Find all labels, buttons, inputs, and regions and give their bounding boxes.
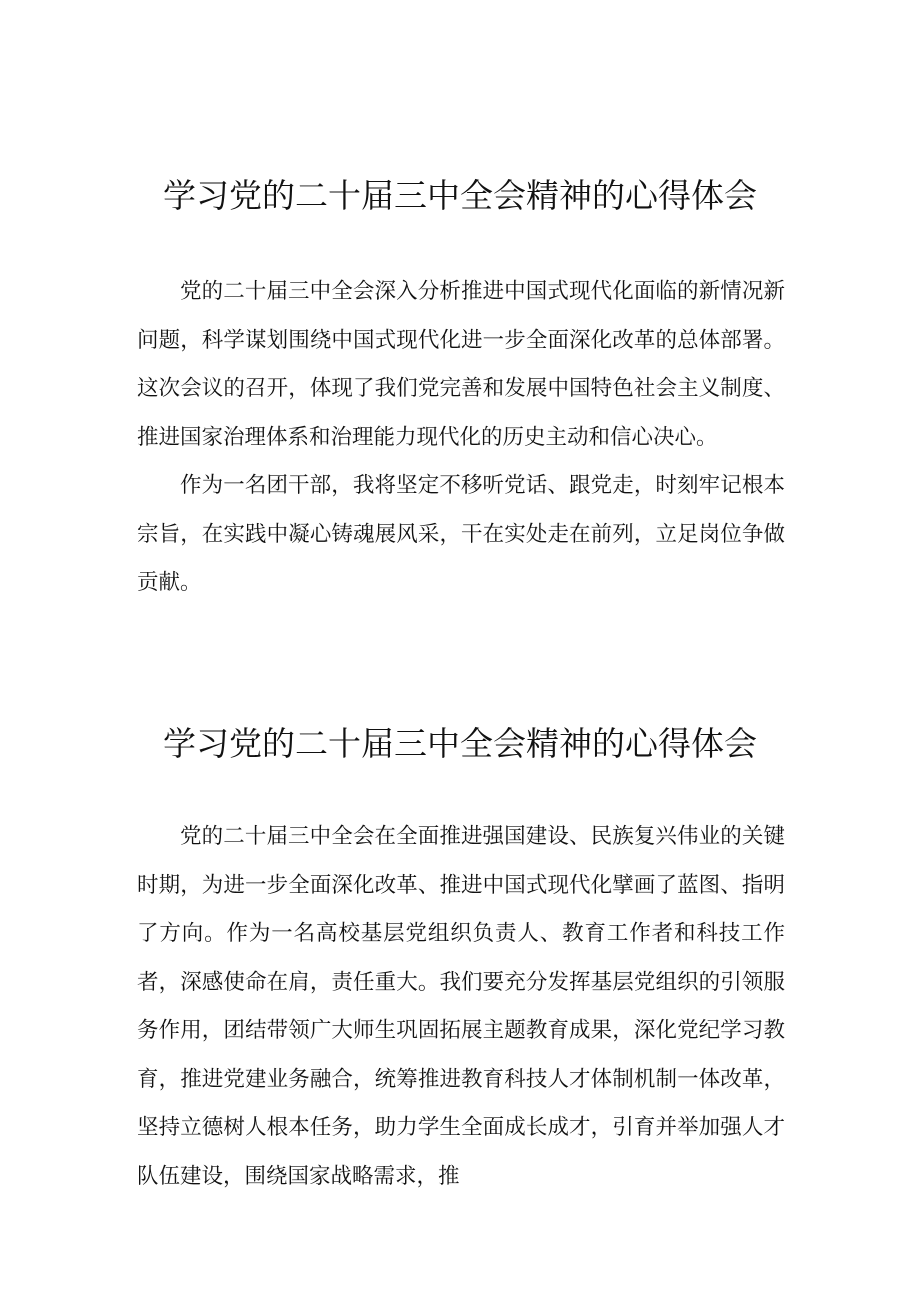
- article-2-paragraph-1: 党的二十届三中全会在全面推进强国建设、民族复兴伟业的关键时期，为进一步全面深化改革、推进中国式现代化擘画了蓝图、指明了方向。作为一名高校基层党组织负责人、教育工作者和科技工作者，深感使命在肩，责任重大。我们要充分发挥基层党组织的引领服务作用，团结带领广大师生巩固拓展主题教育成果，深化党纪学习教育，推进党建业务融合，统筹推进教育科技人才体制机制一体改革，坚持立德树人根本任务，助力学生全面成长成才，引育并举加强人才队伍建设，围绕国家战略需求，推: [137, 824, 785, 1189]
- article-1-paragraph-1: 党的二十届三中全会深入分析推进中国式现代化面临的新情况新问题，科学谋划围绕中国式现代化进一步全面深化改革的总体部署。这次会议的召开，体现了我们党完善和发展中国特色社会主义制度、推进国家治理体系和治理能力现代化的历史主动和信心决心。: [137, 279, 785, 450]
- article-1-body: [137, 268, 785, 608]
- article-1-paragraph-2: 作为一名团干部，我将坚定不移听党话、跟党走，时刻牢记根本宗旨，在实践中凝心铸魂展风采，干在实处走在前列，立足岗位争做贡献。: [137, 473, 785, 595]
- article-1-title: 学习党的二十届三中全会精神的心得体会: [163, 176, 757, 215]
- article-2-title: 学习党的二十届三中全会精神的心得体会: [163, 724, 757, 763]
- article-2-body: [137, 813, 785, 1201]
